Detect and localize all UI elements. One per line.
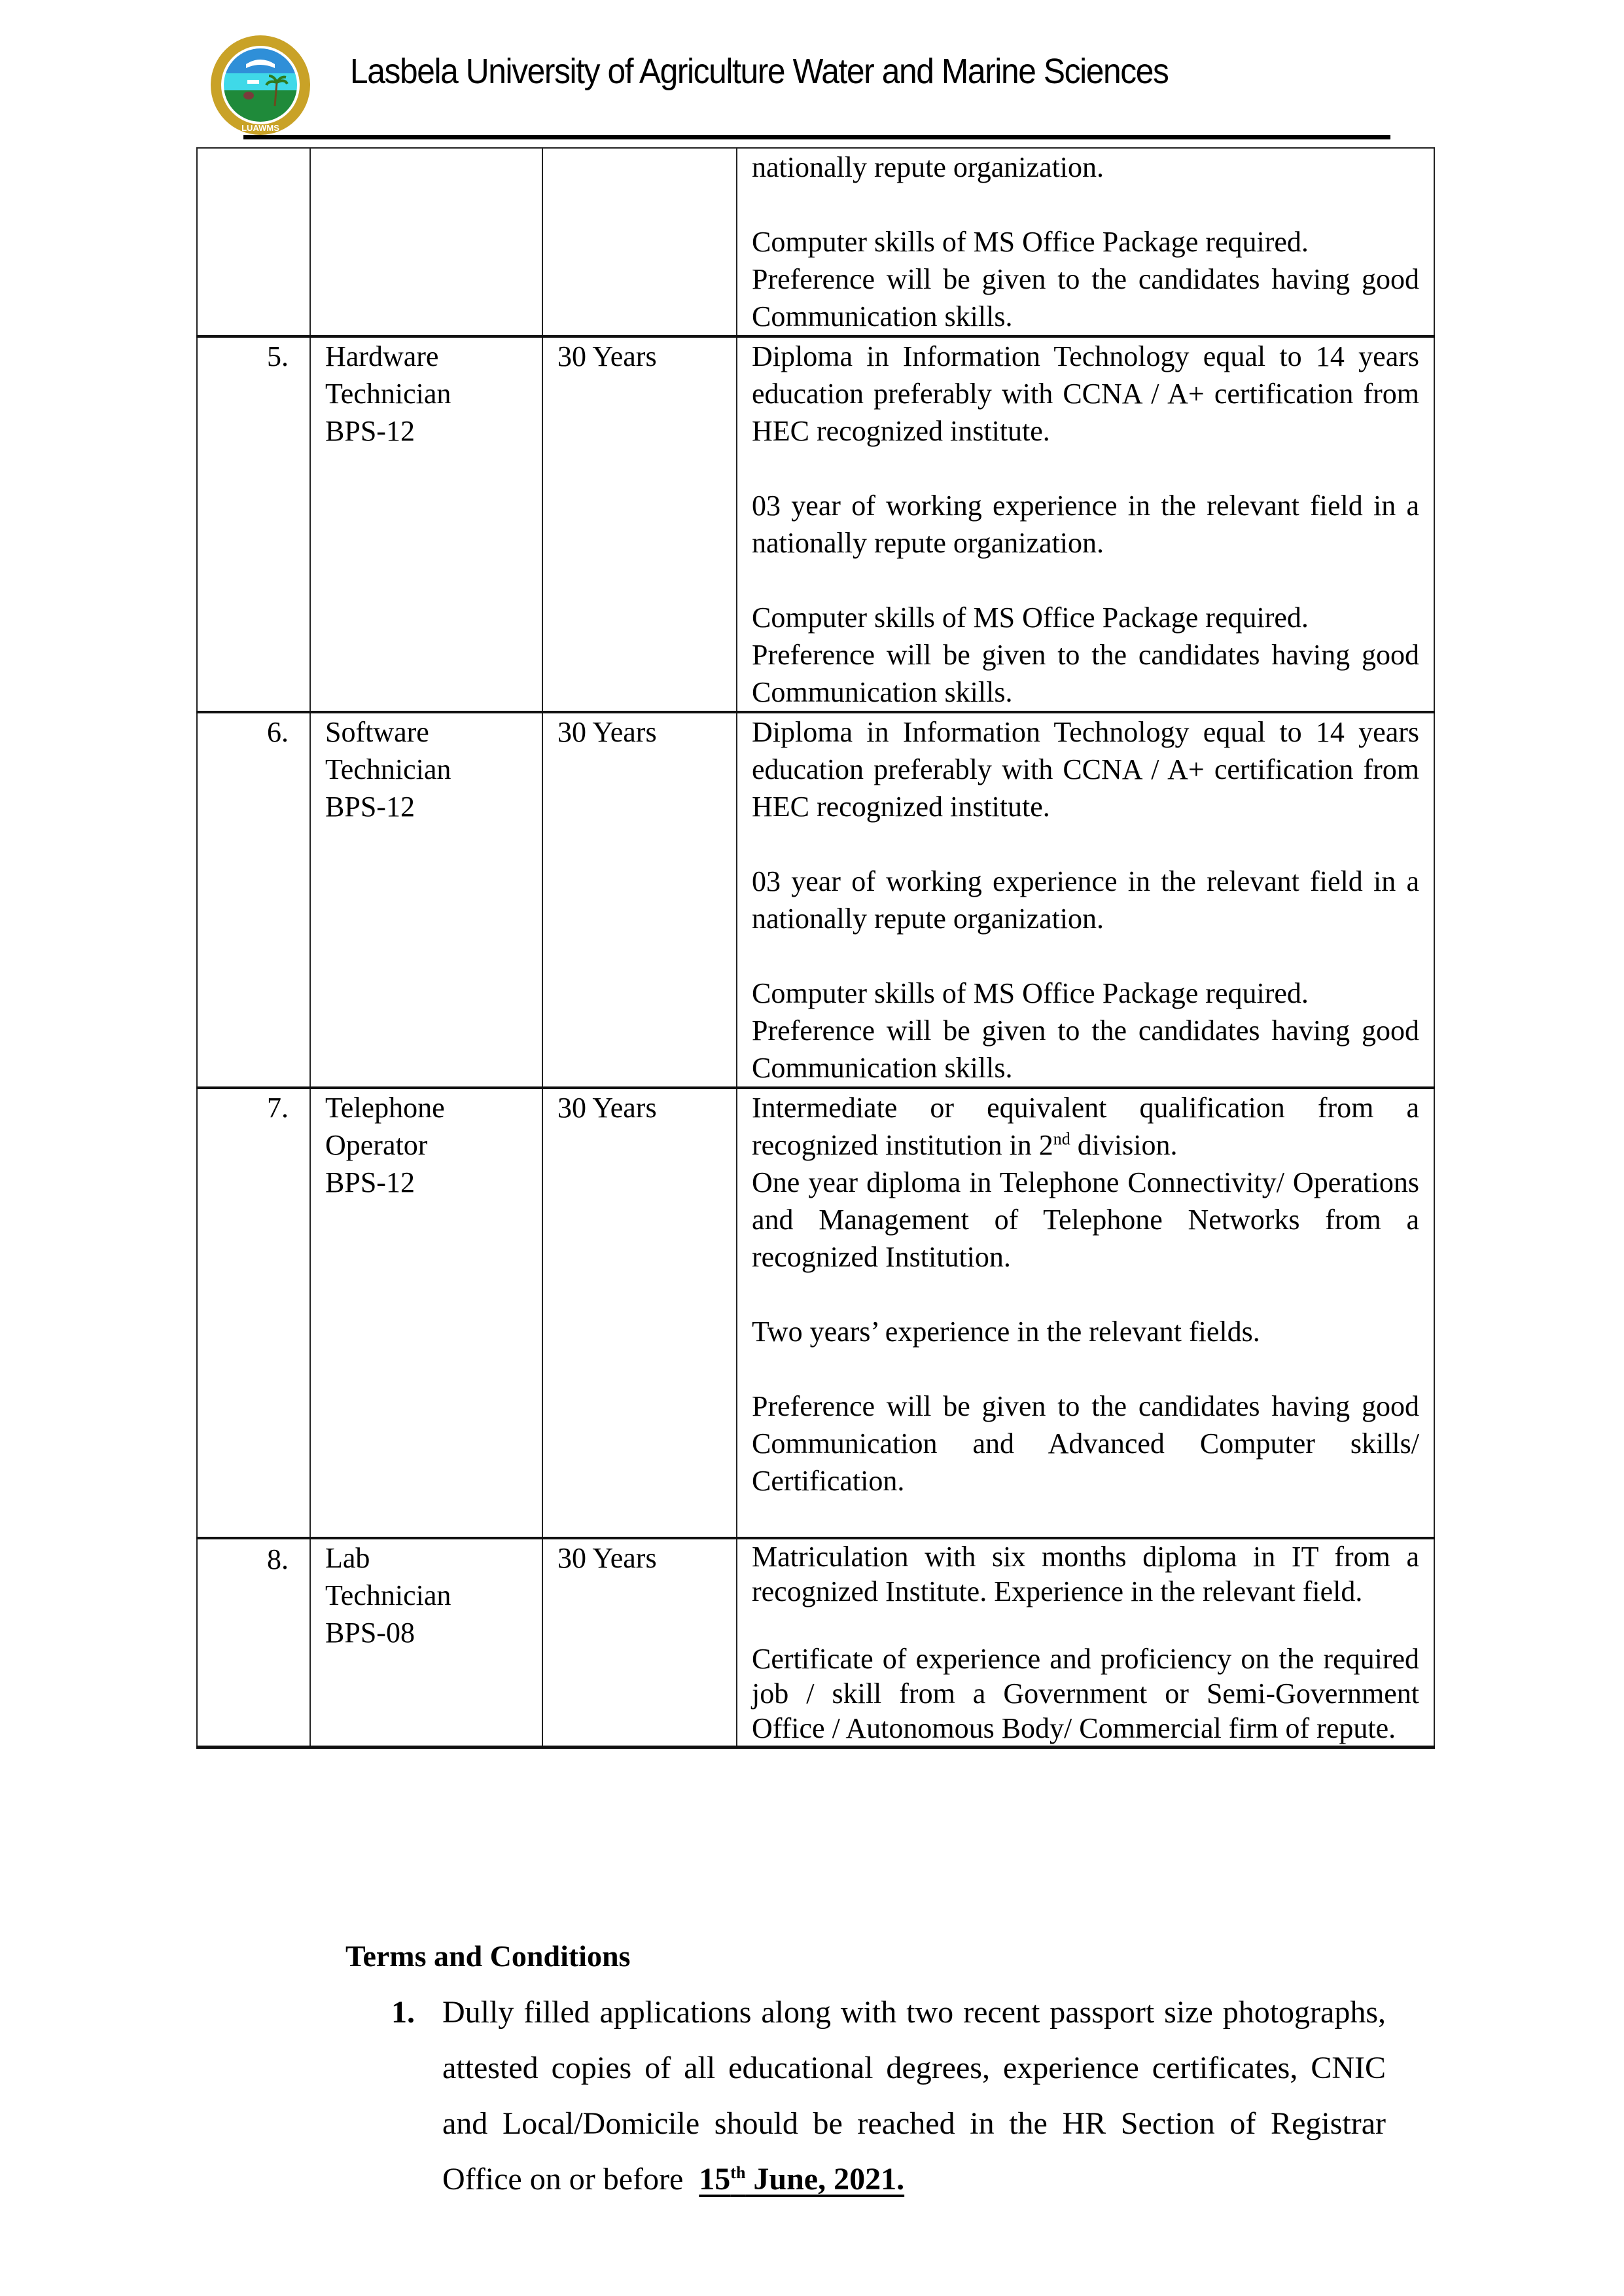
cell-age [542,148,737,336]
page-header-title: Lasbela University of Agriculture Water and Marine Sciences [350,52,1169,91]
post-title: Technician [325,1579,451,1611]
post-title: Operator [325,1129,428,1161]
qualification-text: One year diploma in Telephone Connectivity/ Operations and Management of Telephone Networks from a recognized Institution. [752,1166,1419,1273]
qualification-text: Diploma in Information Technology equal to 14 years education preferably with CCNA / A+ certification from HEC recognized institute. [752,716,1419,823]
cell-age: 30 Years [542,1088,737,1538]
qualification-text: Preference will be given to the candidates having good Communication skills. [752,263,1419,332]
post-title: Lab [325,1542,370,1574]
qualification-text: 03 year of working experience in the relevant field in a nationally repute organization. [752,865,1419,935]
terms-item-number: 1. [391,1995,415,2030]
post-title: Technician [325,378,451,410]
deadline-date: 15th June, 2021. [699,2162,905,2197]
post-title: Technician [325,753,451,785]
cell-number: 6. [197,712,310,1088]
cell-number: 7. [197,1088,310,1538]
post-title: Hardware [325,340,439,372]
terms-item [391,1984,1386,2207]
qualification-text: Preference will be given to the candidates having good Communication skills. [752,1014,1419,1084]
qualification-text: Intermediate or equivalent qualification from a recognized institution in 2nd division. [752,1092,1419,1161]
cell-post [310,336,542,712]
post-grade: BPS-12 [325,791,415,823]
cell-number [197,148,310,336]
terms-heading: Terms and Conditions [345,1939,631,1973]
cell-qualification [737,1088,1434,1538]
cell-post [310,1538,542,1748]
cell-age: 30 Years [542,336,737,712]
cell-number: 8. [197,1538,310,1748]
qualification-text: Preference will be given to the candidates having good Communication and Advanced Computer skills/ Certification. [752,1390,1419,1497]
post-grade: BPS-12 [325,415,415,447]
qualification-text: Computer skills of MS Office Package required. [752,226,1309,258]
boat-icon [247,80,259,84]
terms-item-text: Dully filled applications along with two recent passport size photographs, attested copies of all educational degrees, experience certificates, CNIC and Local/Domicile should be reached in the HR Section of Registrar Office on or before [442,1995,1386,2197]
table-row-continuation [197,148,1434,336]
qualification-text: Diploma in Information Technology equal to 14 years education preferably with CCNA / A+ certification from HEC recognized institute. [752,340,1419,447]
table-row [197,712,1434,1088]
terms-list [391,1984,1386,2207]
cell-qualification [737,1538,1434,1748]
cell-post [310,1088,542,1538]
university-logo [208,33,313,137]
post-grade: BPS-12 [325,1166,415,1198]
cell-post [310,712,542,1088]
cell-age: 30 Years [542,1538,737,1748]
qualification-text: Preference will be given to the candidates having good Communication skills. [752,639,1419,708]
post-grade: BPS-08 [325,1617,415,1649]
qualification-text: Two years’ experience in the relevant fields. [752,1316,1260,1348]
qualification-text: Computer skills of MS Office Package required. [752,601,1309,634]
job-vacancies-table [196,147,1435,1749]
table-row [197,1088,1434,1538]
cell-qualification [737,336,1434,712]
qualification-text: Matriculation with six months diploma in IT from a recognized Institute. Experience in the relevant field. [752,1541,1419,1607]
qualification-text: Certificate of experience and proficiency on the required job / skill from a Government or Semi-Government Office / Autonomous Body/ Commercial firm of repute. [752,1643,1419,1744]
cell-age: 30 Years [542,712,737,1088]
qualification-text: nationally repute organization. [752,151,1104,183]
cell-number: 5. [197,336,310,712]
qualification-text: Computer skills of MS Office Package required. [752,977,1309,1009]
table-row [197,336,1434,712]
table-row [197,1538,1434,1748]
cell-qualification [737,712,1434,1088]
header-divider [243,135,1390,139]
post-title: Telephone [325,1092,445,1124]
camel-icon [243,92,254,99]
cell-qualification [737,148,1434,336]
post-title: Software [325,716,429,748]
cell-post [310,148,542,336]
qualification-text: 03 year of working experience in the relevant field in a nationally repute organization. [752,490,1419,559]
logo-abbr: LUAWMS [241,123,279,133]
